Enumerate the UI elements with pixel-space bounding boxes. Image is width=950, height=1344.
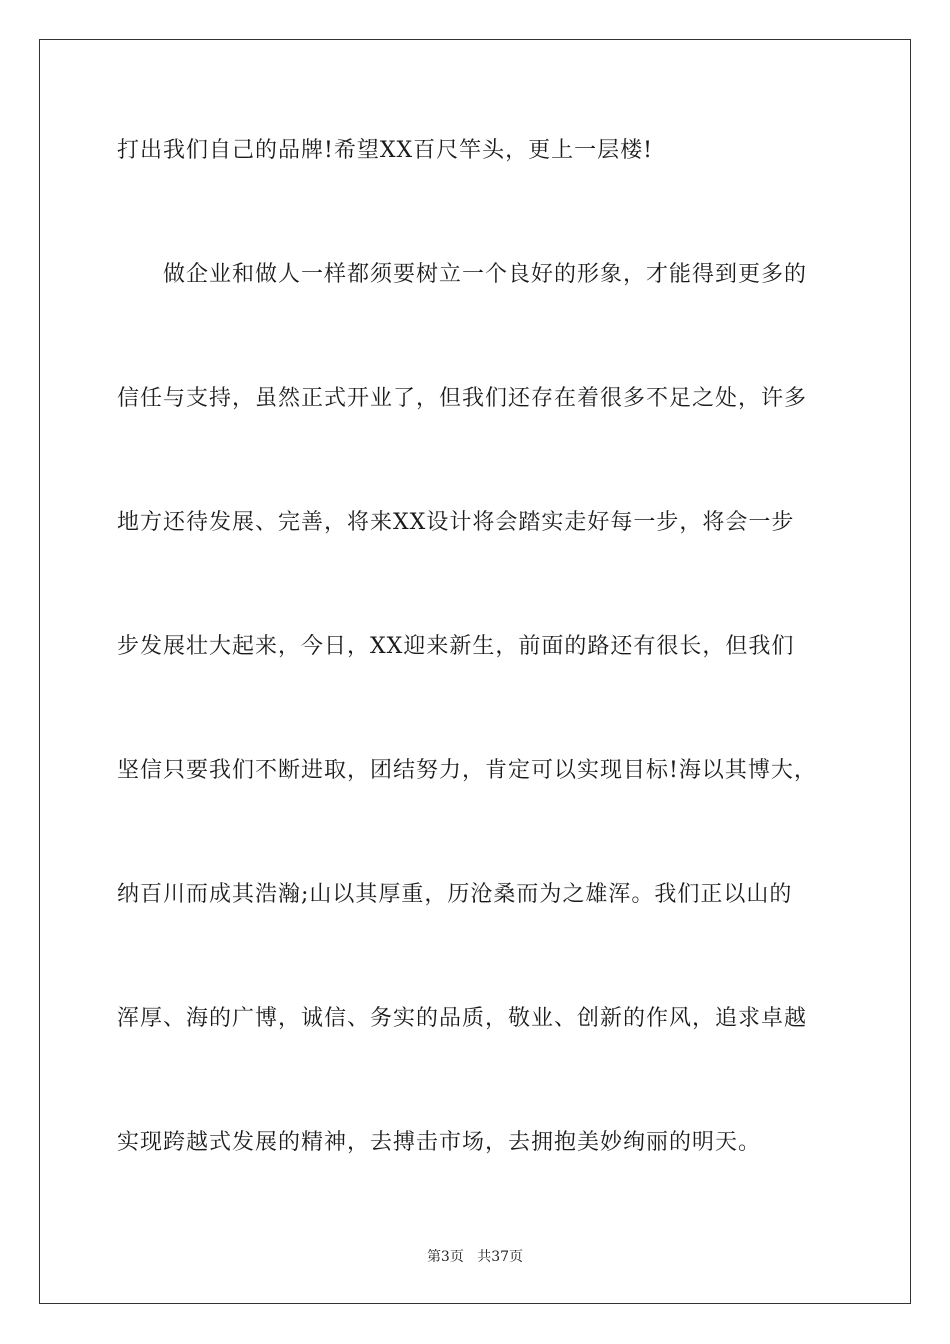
page-border — [39, 39, 911, 1304]
paragraph-line-1: 打出我们自己的品牌!希望XX百尺竿头，更上一层楼! — [117, 138, 654, 163]
paragraph-line-9: 实现跨越式发展的精神，去搏击市场，去拥抱美妙绚丽的明天。 — [117, 1130, 762, 1155]
paragraph-line-8: 浑厚、海的广博，诚信、务实的品质，敬业、创新的作风，追求卓越 — [117, 1006, 808, 1031]
paragraph-line-4: 地方还待发展、完善，将来XX设计将会踏实走好每一步，将会一步 — [117, 510, 795, 535]
paragraph-line-3: 信任与支持，虽然正式开业了，但我们还存在着很多不足之处，许多 — [117, 386, 808, 411]
paragraph-line-6: 坚信只要我们不断进取，团结努力，肯定可以实现目标!海以其博大， — [117, 758, 817, 783]
paragraph-line-5: 步发展壮大起来，今日，XX迎来新生，前面的路还有很长，但我们 — [117, 634, 795, 659]
paragraph-line-2: 做企业和做人一样都须要树立一个良好的形象，才能得到更多的 — [163, 262, 808, 287]
page-total: 共37页 — [477, 1249, 524, 1265]
page-number: 第3页 — [426, 1249, 464, 1265]
paragraph-line-7: 纳百川而成其浩瀚;山以其厚重，历沧桑而为之雄浑。我们正以山的 — [117, 882, 793, 907]
page-footer — [0, 1248, 950, 1266]
